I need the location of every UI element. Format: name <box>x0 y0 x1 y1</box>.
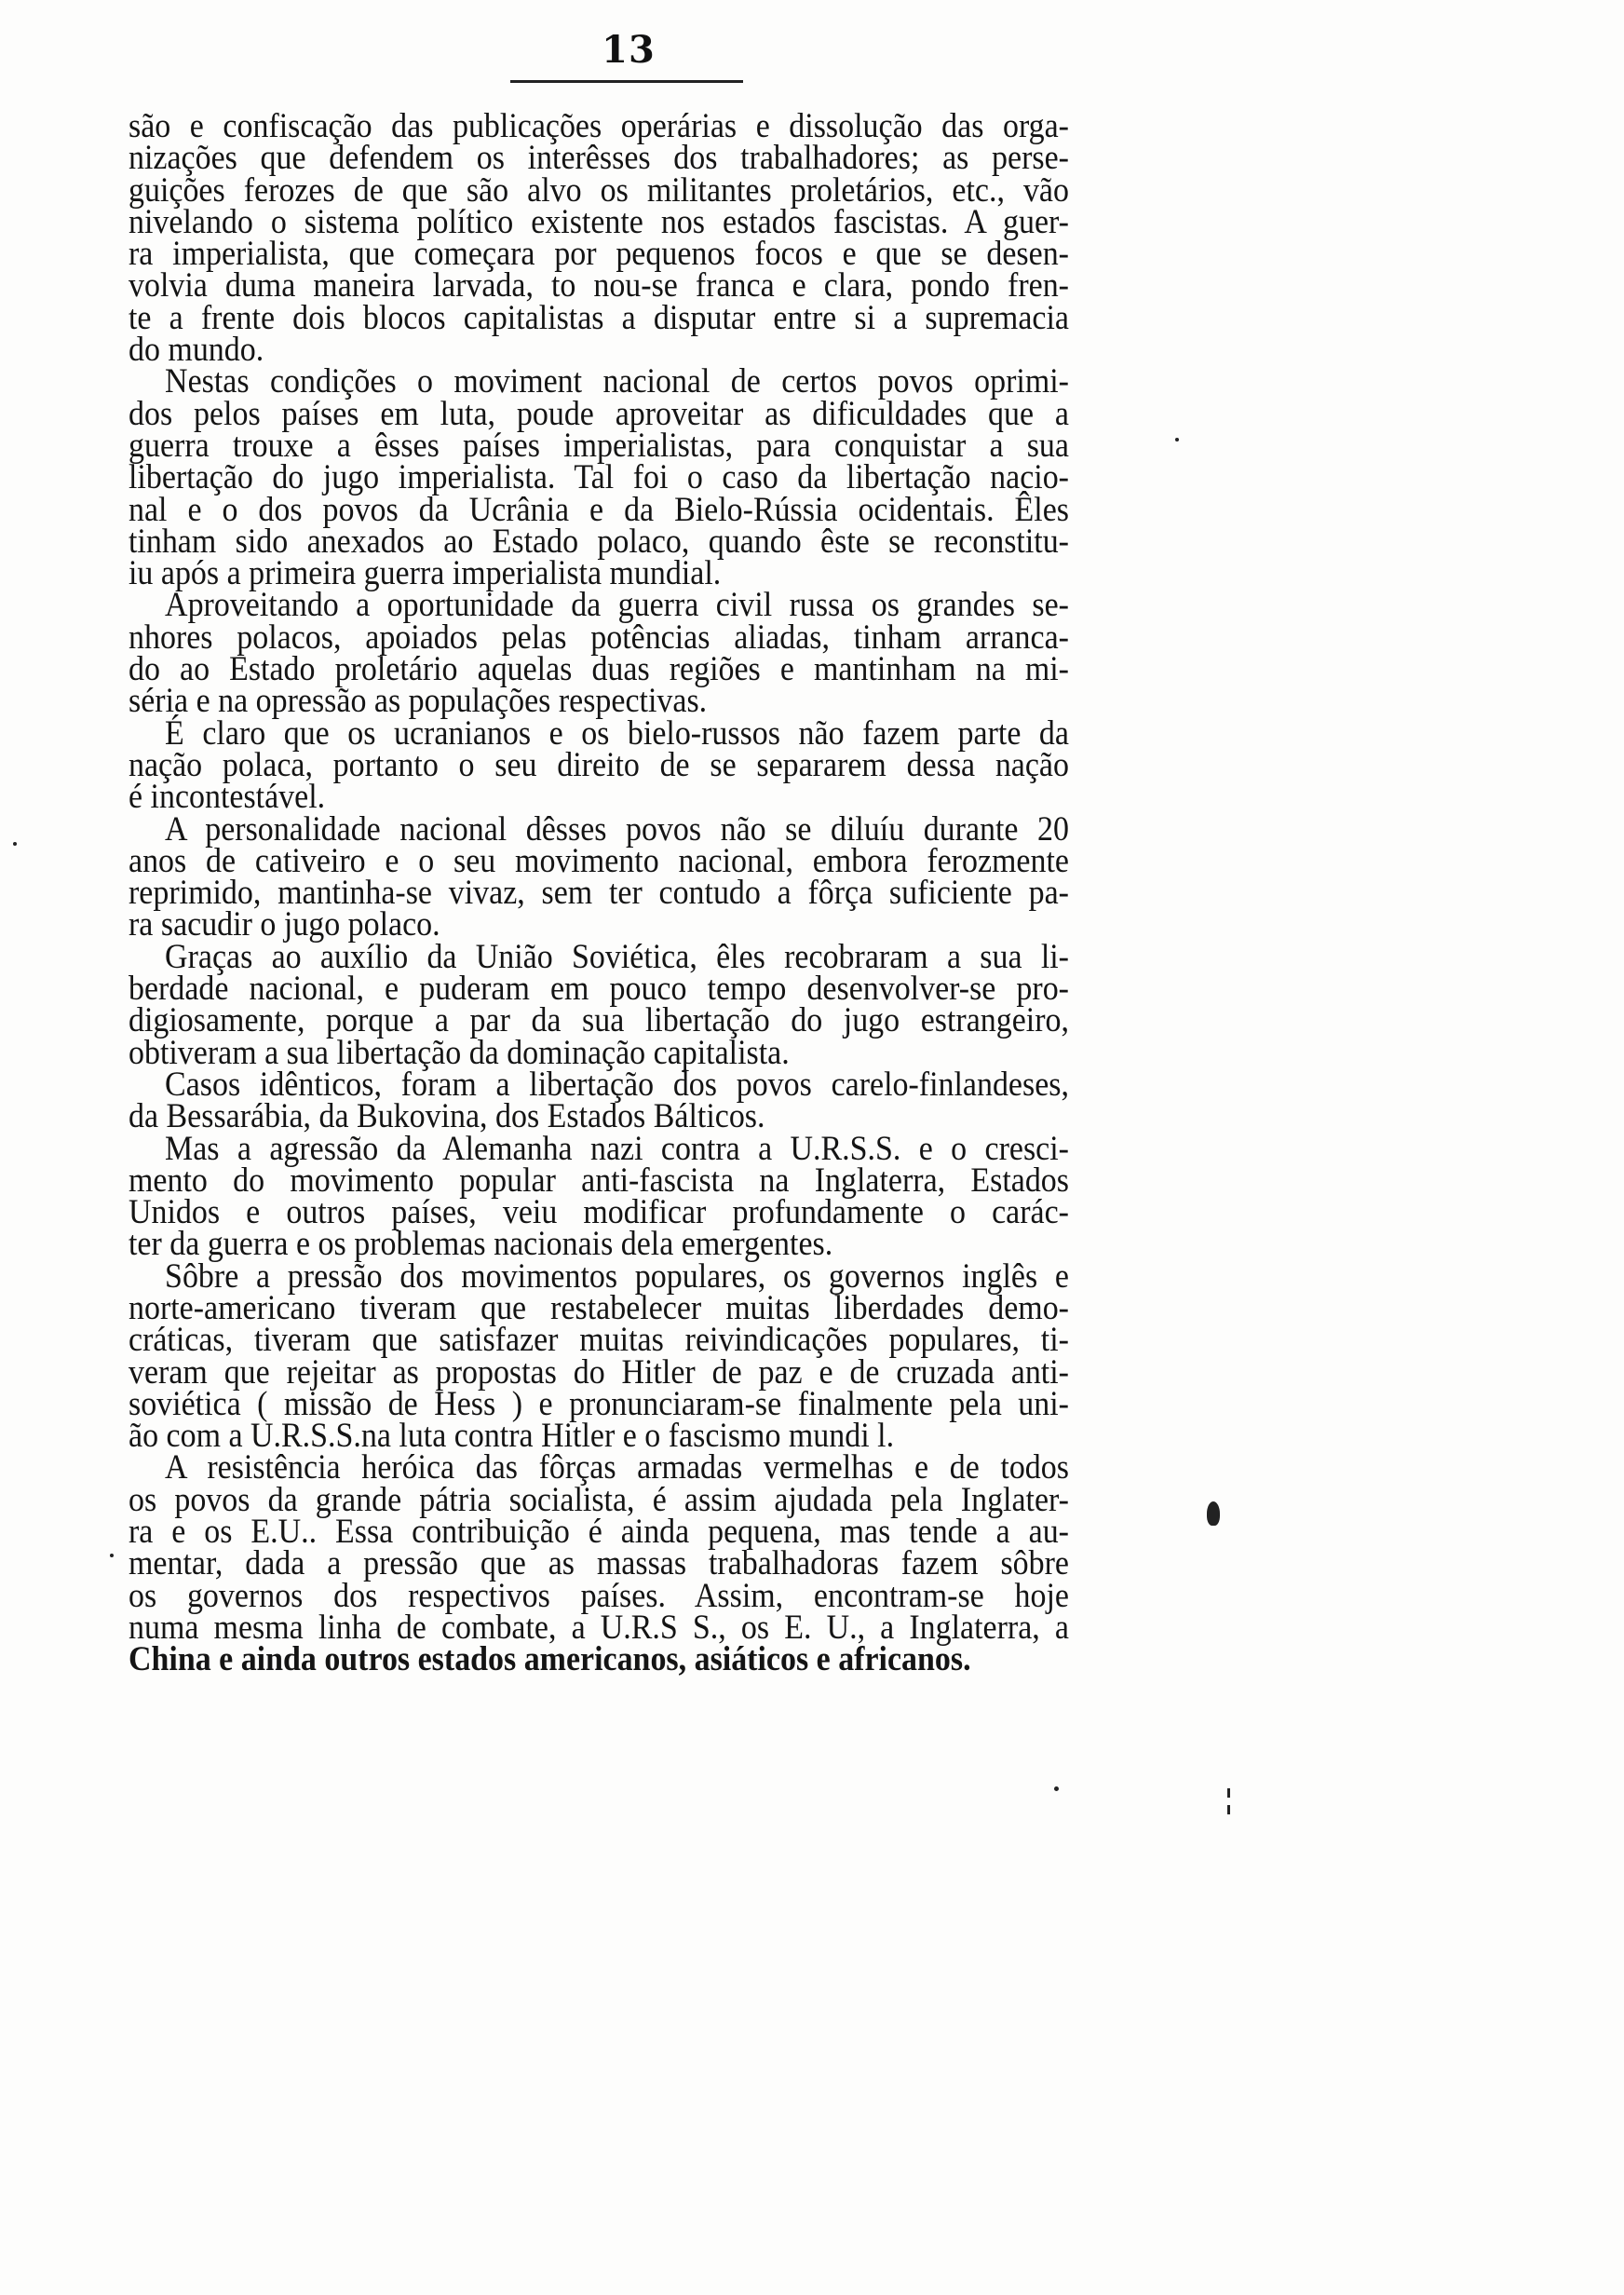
text-line: te a frente dois blocos capitalistas a disputar entre si a supremacia <box>129 297 1069 336</box>
text-line: nizações que defendem os interêsses dos trabalhadores; as perse- <box>129 138 1069 177</box>
text-line: berdade nacional, e puderam em pouco tempo desenvolver-se pro- <box>129 969 1069 1008</box>
text-line: mento do movimento popular anti-fascista na Inglaterra, Estados <box>129 1160 1069 1199</box>
text-line: do ao Estado proletário aquelas duas regiões e mantinham na mi- <box>129 649 1069 688</box>
text-line: obtiveram a sua libertação da dominação capitalista. <box>129 1032 790 1071</box>
text-line: A personalidade nacional dêsses povos não se diluíu durante 20 <box>165 808 1069 848</box>
paragraph <box>129 713 1069 816</box>
text-line: Sôbre a pressão dos movimentos populares, os governos inglês e <box>165 1256 1069 1295</box>
ink-speck <box>1227 1805 1230 1814</box>
text-line: É claro que os ucranianos e os bielo-russos não fazem parte da <box>165 713 1069 752</box>
text-line: Nestas condições o moviment nacional de certos povos oprimi- <box>165 361 1069 401</box>
text-line: guerra trouxe a êsses países imperialistas, para conquistar a sua <box>129 425 1069 464</box>
body-text <box>129 106 1069 1678</box>
text-line: do mundo. <box>129 330 264 369</box>
text-line: ra imperialista, que começara por pequenos focos e que se desen- <box>129 234 1069 273</box>
text-line: libertação do jugo imperialista. Tal foi o caso da libertação nacio- <box>129 457 1069 496</box>
paragraph <box>129 936 1069 1071</box>
text-line: numa mesma linha de combate, a U.R.S S., os E. U., a Inglaterra, a <box>129 1607 1069 1646</box>
ink-speck <box>13 842 17 846</box>
paragraph <box>129 585 1069 720</box>
paragraph <box>129 808 1069 944</box>
text-line: séria e na opressão as populações respectivas. <box>129 681 708 720</box>
text-line: nal e o dos povos da Ucrânia e da Bielo-Rússia ocidentais. Êles <box>129 489 1069 528</box>
text-line: ra sacudir o jugo polaco. <box>129 904 440 944</box>
text-line: da Bessarábia, da Bukovina, dos Estados Bálticos. <box>129 1096 765 1135</box>
text-line: veram que rejeitar as propostas do Hitler de paz e de cruzada anti- <box>129 1351 1069 1391</box>
text-line: Aproveitando a oportunidade da guerra civil russa os grandes se- <box>165 585 1069 624</box>
text-line: mentar, dada a pressão que as massas trabalhadoras fazem sôbre <box>129 1543 1069 1582</box>
text-line: volvia duma maneira larvada, to nou-se franca e clara, pondo fren- <box>129 265 1069 305</box>
text-line: ra e os E.U.. Essa contribuição é ainda pequena, mas tende a au- <box>129 1512 1069 1551</box>
ink-speck <box>1054 1786 1059 1791</box>
paragraph <box>129 1256 1069 1455</box>
text-line: nação polaca, portanto o seu direito de se separarem dessa nação <box>129 744 1069 783</box>
text-line: guições ferozes de que são alvo os militantes proletários, etc., vão <box>129 170 1069 209</box>
text-line: tinham sido anexados ao Estado polaco, quando êste se reconstitu- <box>129 521 1069 560</box>
paragraph <box>129 361 1069 592</box>
text-line: A resistência heróica das fôrças armadas vermelhas e de todos <box>165 1447 1069 1487</box>
text-line: é incontestável. <box>129 777 326 816</box>
ink-speck <box>110 1554 114 1557</box>
ink-mark <box>1207 1501 1220 1526</box>
text-line: os povos da grande pátria socialista, é assim ajudada pela Inglater- <box>129 1479 1069 1518</box>
text-line: nhores polacos, apoiados pelas potências aliadas, tinham arranca- <box>129 617 1069 656</box>
text-line: Unidos e outros países, veiu modificar profundamente o carác- <box>129 1192 1069 1231</box>
text-line: cráticas, tiveram que satisfazer muitas reivindicações populares, ti- <box>129 1320 1069 1359</box>
text-line: os governos dos respectivos países. Assim, encontram-se hoje <box>129 1575 1069 1614</box>
text-line: norte-americano tiveram que restabelecer muitas liberdades demo- <box>129 1287 1069 1326</box>
text-line: reprimido, mantinha-se vivaz, sem ter contudo a fôrça suficiente pa- <box>129 873 1069 912</box>
paragraph <box>129 1064 1069 1135</box>
text-line: nivelando o sistema político existente nos estados fascistas. A guer- <box>129 201 1069 240</box>
text-line: digiosamente, porque a par da sua libertação do jugo estrangeiro, <box>129 1000 1069 1039</box>
text-line: China e ainda outros estados americanos, asiáticos e africanos. <box>129 1639 971 1678</box>
text-line: iu após a primeira guerra imperialista mundial. <box>129 553 722 592</box>
paragraph <box>129 106 1069 369</box>
page-number: 13 <box>602 28 656 72</box>
text-line: são e confiscação das publicações operárias e dissolução das orga- <box>129 106 1069 144</box>
text-line: Graças ao auxílio da União Soviética, êles recobraram a sua li- <box>165 936 1069 975</box>
text-line: Casos idênticos, foram a libertação dos povos carelo-finlandeses, <box>165 1064 1069 1103</box>
text-line: anos de cativeiro e o seu movimento nacional, embora ferozmente <box>129 840 1069 879</box>
ink-speck <box>1175 438 1179 441</box>
text-line: ão com a U.R.S.S.na luta contra Hitler e o fascismo mundi l. <box>129 1416 895 1455</box>
text-line: soviética ( missão de Hess ) e pronunciaram-se finalmente pela uni- <box>129 1383 1069 1422</box>
paragraph <box>129 1447 1069 1678</box>
text-line: dos pelos países em luta, poude aproveitar as dificuldades que a <box>129 393 1069 432</box>
text-line: Mas a agressão da Alemanha nazi contra a U.R.S.S. e o cresci- <box>165 1128 1069 1167</box>
text-line: ter da guerra e os problemas nacionais dela emergentes. <box>129 1224 833 1263</box>
paragraph <box>129 1128 1069 1263</box>
header-rule <box>510 80 743 83</box>
ink-speck <box>1227 1788 1230 1798</box>
